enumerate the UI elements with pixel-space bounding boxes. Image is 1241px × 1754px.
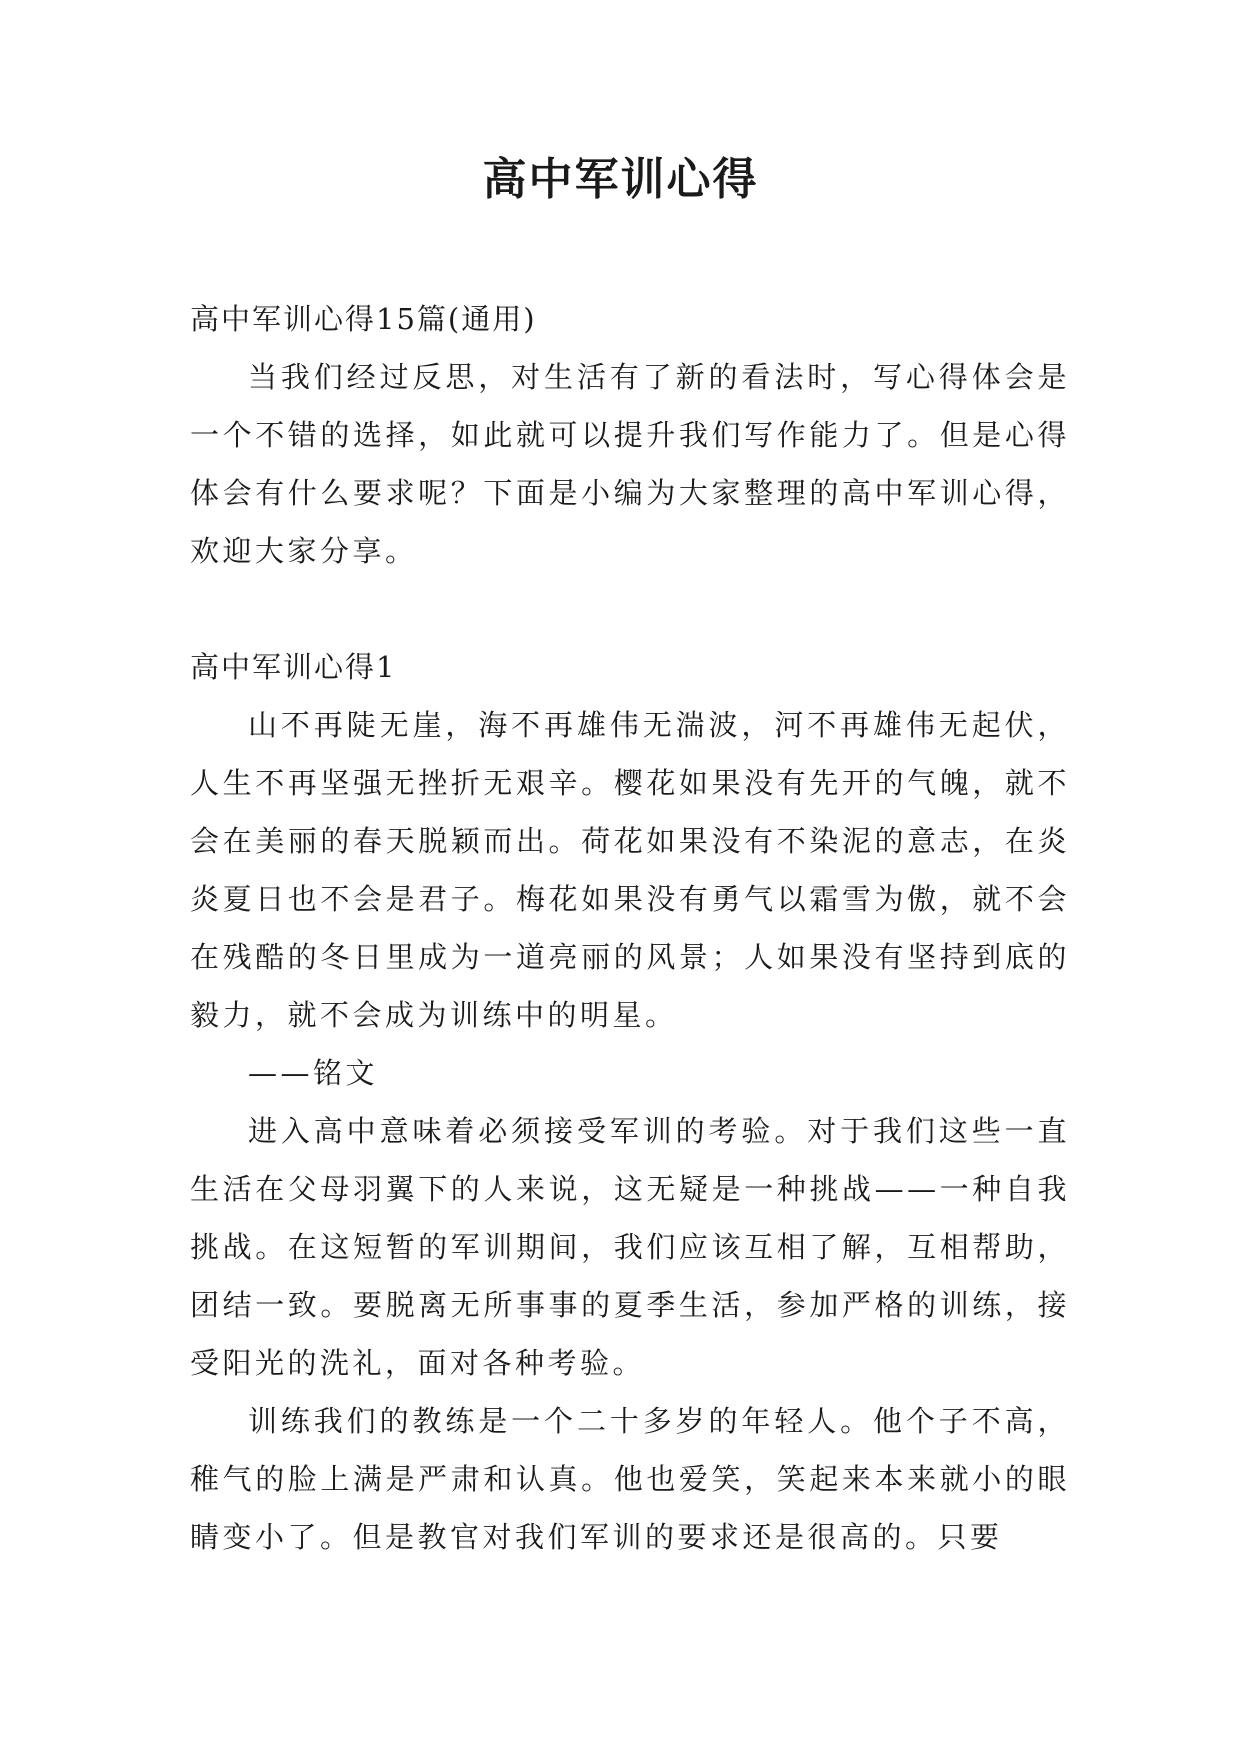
document-body — [190, 290, 1070, 1566]
signature-line: ——铭文 — [248, 1056, 379, 1090]
section-heading: 高中军训心得1 — [190, 650, 397, 684]
document-title: 高中军训心得 — [482, 154, 759, 205]
body-paragraph: 山不再陡无崖，海不再雄伟无湍波，河不再雄伟无起伏，人生不再坚强无挫折无艰辛。樱花如果没有先开的气魄，就不会在美丽的春天脱颖而出。荷花如果没有不染泥的意志，在炎炎夏日也不会是君子。梅花如果没有勇气以霜雪为傲，就不会在残酷的冬日里成为一道亮丽的风景；人如果没有坚持到底的毅力，就不会成为训练中的明星。 — [190, 708, 1070, 1032]
body-paragraph: 训练我们的教练是一个二十多岁的年轻人。他个子不高，稚气的脸上满是严肃和认真。他也爱笑，笑起来本来就小的眼睛变小了。但是教官对我们军训的要求还是很高的。只要 — [190, 1404, 1070, 1554]
section-spacer — [190, 580, 1070, 638]
body-paragraph: 进入高中意味着必须接受军训的考验。对于我们这些一直生活在父母羽翼下的人来说，这无疑是一种挑战——一种自我挑战。在这短暂的军训期间，我们应该互相了解，互相帮助，团结一致。要脱离无所事事的夏季生活，参加严格的训练，接受阳光的洗礼，面对各种考验。 — [190, 1114, 1070, 1380]
intro-paragraph: 当我们经过反思，对生活有了新的看法时，写心得体会是一个不错的选择，如此就可以提升我们写作能力了。但是心得体会有什么要求呢？下面是小编为大家整理的高中军训心得，欢迎大家分享。 — [190, 360, 1070, 568]
document-subtitle: 高中军训心得15篇(通用) — [190, 302, 537, 336]
